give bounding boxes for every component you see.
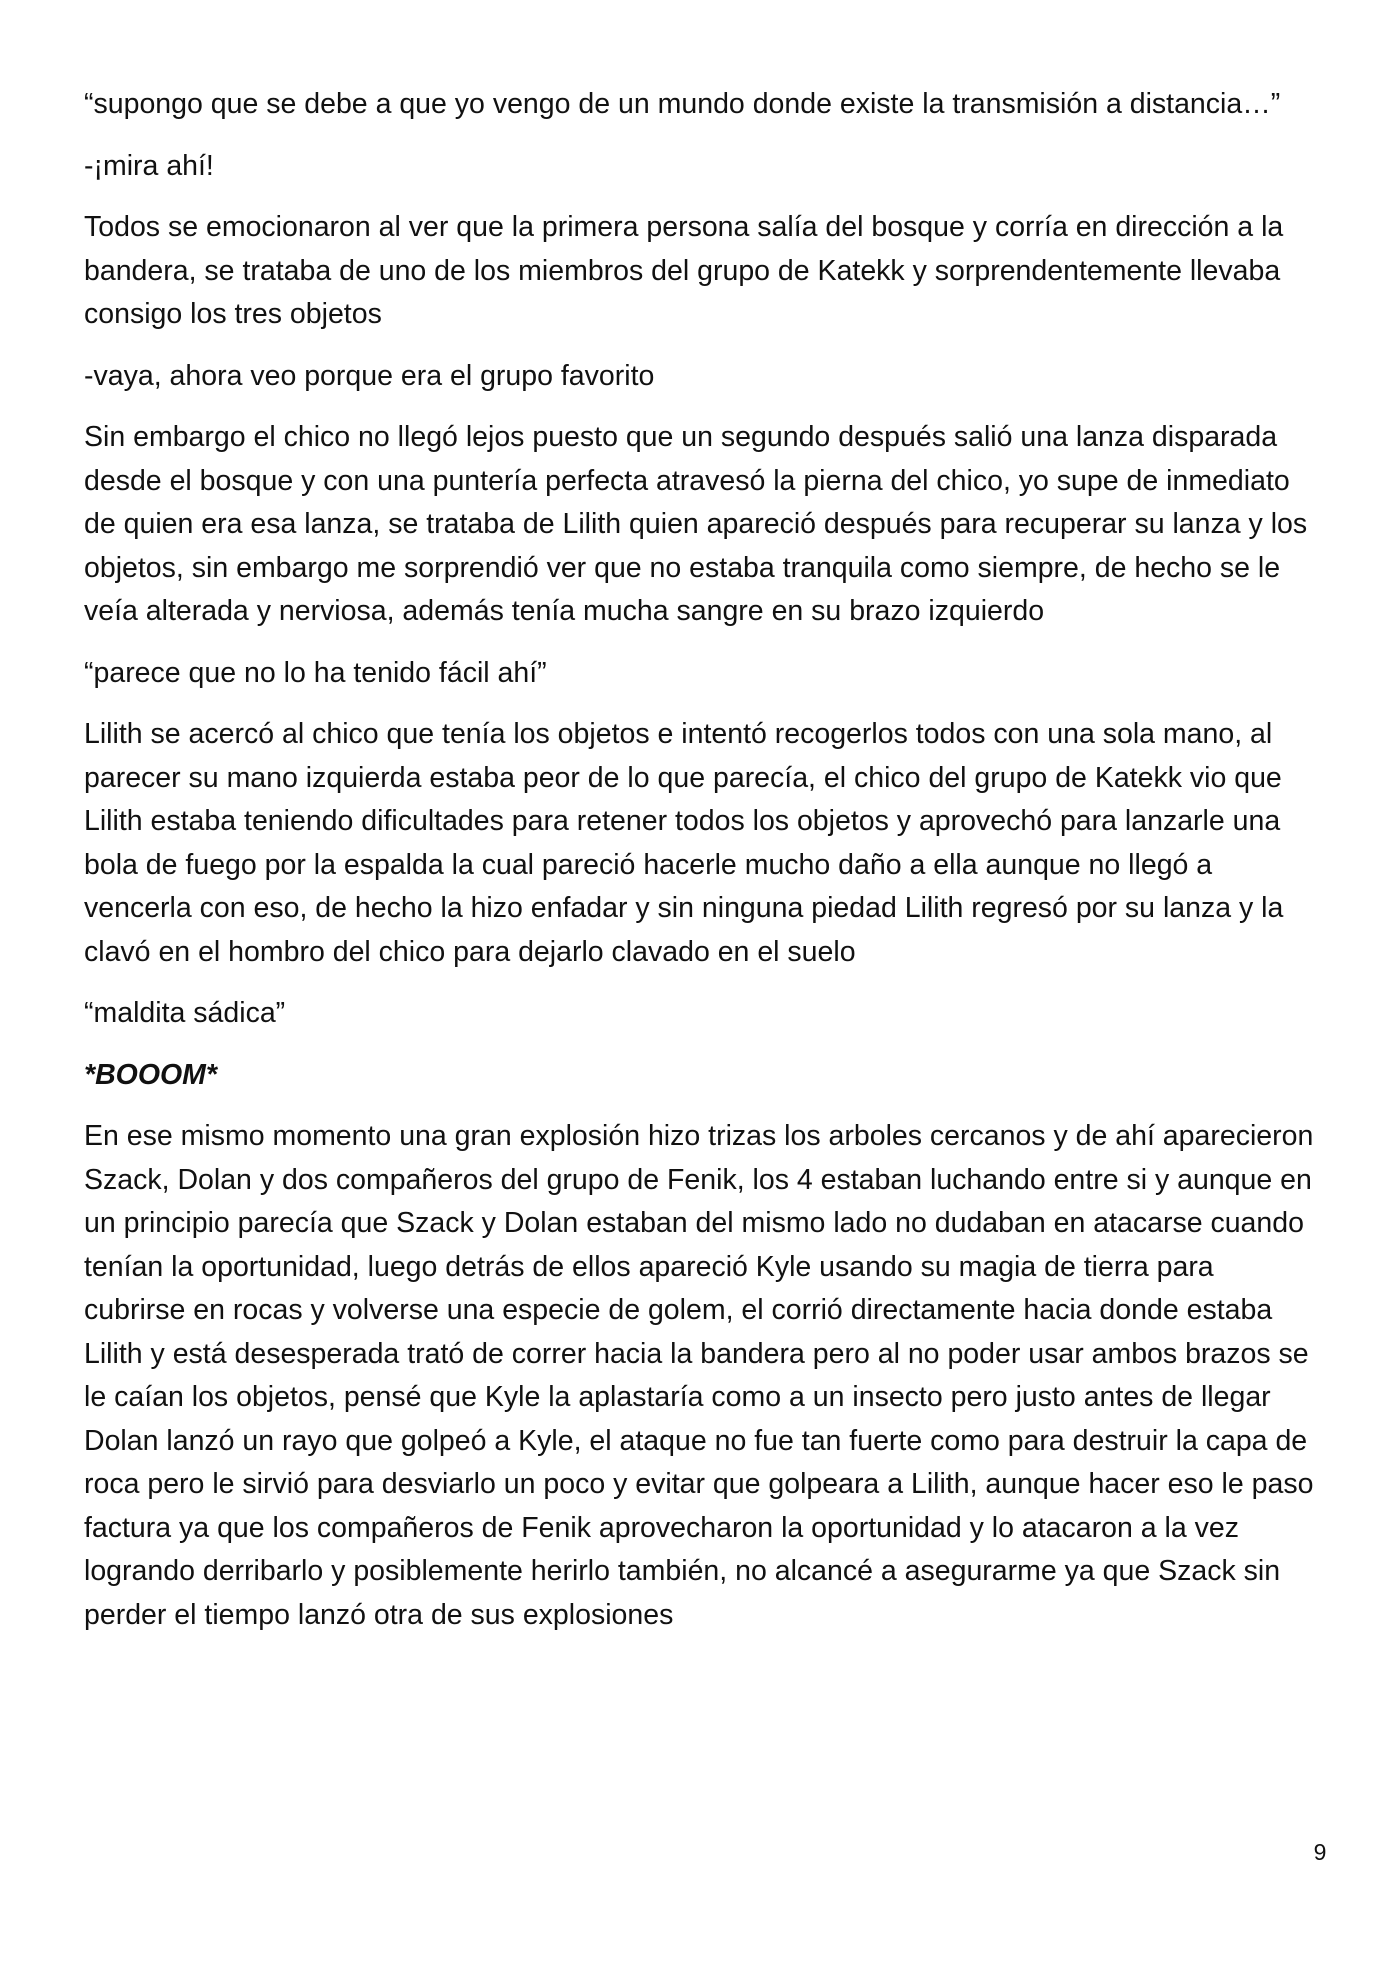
page-body <box>84 83 1320 1655</box>
narrative-paragraph: En ese mismo momento una gran explosión hizo trizas los arboles cercanos y de ahí aparecieron Szack, Dolan y dos compañeros del grupo de Fenik, los 4 estaban luchando entre si y aunque en un principio parecía que Szack y Dolan estaban del mismo lado no dudaban en atacarse cuando tenían la oportunidad, luego detrás de ellos apareció Kyle usando su magia de tierra para cubrirse en rocas y volverse una especie de golem, el corrió directamente hacia donde estaba Lilith y está desesperada trató de correr hacia la bandera pero al no poder usar ambos brazos se le caían los objetos, pensé que Kyle la aplastaría como a un insecto pero justo antes de llegar Dolan lanzó un rayo que golpeó a Kyle, el ataque no fue tan fuerte como para destruir la capa de roca pero le sirvió para desviarlo un poco y evitar que golpeara a Lilith, aunque hacer eso le paso factura ya que los compañeros de Fenik aprovecharon la oportunidad y lo atacaron a la vez logrando derribarlo y posiblemente herirlo también, no alcancé a asegurarme ya que Szack sin perder el tiempo lanzó otra de sus explosiones <box>84 1120 1314 1631</box>
sound-effect: *BOOOM* <box>84 1058 218 1091</box>
dialogue-paragraph: “parece que no lo ha tenido fácil ahí” <box>84 656 547 689</box>
page-number: 9 <box>1313 1839 1327 1865</box>
narrative-paragraph: Todos se emocionaron al ver que la primera persona salía del bosque y corría en dirección a la bandera, se trataba de uno de los miembros del grupo de Katekk y sorprendentemente llevaba consigo los tres objetos <box>84 211 1284 330</box>
narrative-paragraph: Lilith se acercó al chico que tenía los objetos e intentó recogerlos todos con una sola mano, al parecer su mano izquierda estaba peor de lo que parecía, el chico del grupo de Katekk vio que Lilith estaba teniendo dificultades para retener todos los objetos y aprovechó para lanzarle una bola de fuego por la espalda la cual pareció hacerle mucho daño a ella aunque no llegó a vencerla con eso, de hecho la hizo enfadar y sin ninguna piedad Lilith regresó por su lanza y la clavó en el hombro del chico para dejarlo clavado en el suelo <box>84 718 1284 968</box>
dialogue-paragraph: “maldita sádica” <box>84 997 286 1029</box>
narrative-paragraph: Sin embargo el chico no llegó lejos puesto que un segundo después salió una lanza disparada desde el bosque y con una puntería perfecta atravesó la pierna del chico, yo supe de inmediato de quien era esa lanza, se trataba de Lilith quien apareció después para recuperar su lanza y los objetos, sin embargo me sorprendió ver que no estaba tranquila como siempre, de hecho se le veía alterada y nerviosa, además tenía mucha sangre en su brazo izquierdo <box>84 421 1308 627</box>
dialogue-paragraph: -¡mira ahí! <box>84 149 214 182</box>
dialogue-paragraph: -vaya, ahora veo porque era el grupo favorito <box>84 359 655 392</box>
dialogue-paragraph: “supongo que se debe a que yo vengo de un mundo donde existe la transmisión a distancia…” <box>84 88 1281 120</box>
